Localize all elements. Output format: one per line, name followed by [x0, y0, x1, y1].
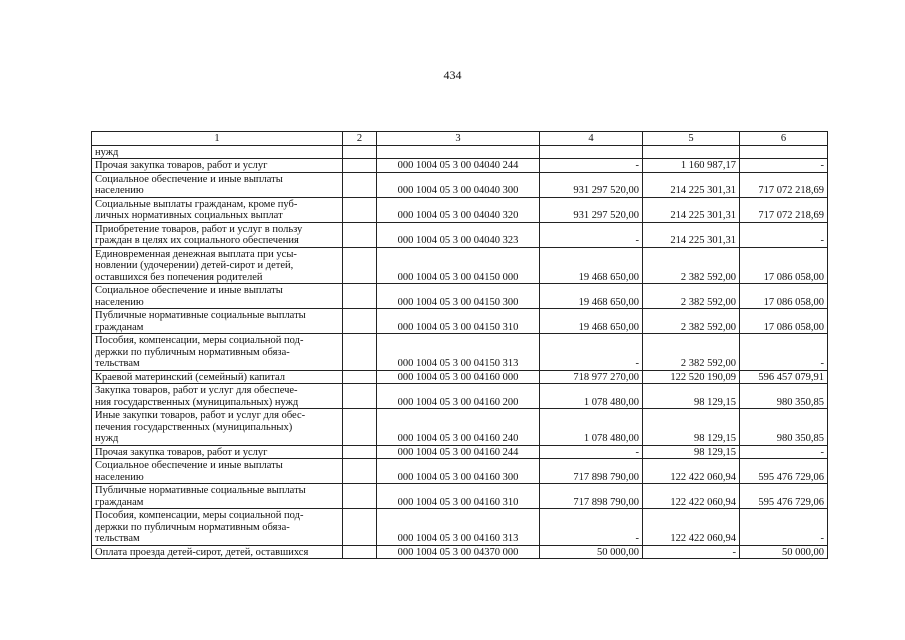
row-name-line: новлении (удочерении) детей-сирот и детей, [95, 260, 294, 271]
row-value-col5: 98 129,15 [643, 384, 740, 409]
row-name-line: Социальное обеспечение и иные выплаты [95, 285, 283, 296]
row-value-col4: 931 297 520,00 [540, 172, 643, 197]
table-row [92, 222, 828, 247]
row-value-col6: 717 072 218,69 [740, 197, 828, 222]
row-value-col4: - [540, 445, 643, 459]
row-value-col5: 122 422 060,94 [643, 484, 740, 509]
header-col-1: 1 [92, 132, 343, 146]
row-name-cell [92, 459, 343, 484]
row-value-col6: 17 086 058,00 [740, 247, 828, 284]
row-name-line: населению [95, 185, 144, 196]
row-name-line: граждан в целях их социального обеспечения [95, 235, 299, 246]
row-value-col4: 717 898 790,00 [540, 484, 643, 509]
row-value-col6: 717 072 218,69 [740, 172, 828, 197]
row-name-line: нужд [95, 433, 119, 444]
header-col-2: 2 [343, 132, 377, 146]
row-col2-cell [343, 145, 377, 159]
row-name-line: Оплата проезда детей-сирот, детей, оставшихся [95, 546, 309, 558]
header-col-3: 3 [377, 132, 540, 146]
row-name-cell [92, 409, 343, 446]
row-name-line: Публичные нормативные социальные выплаты [95, 310, 306, 321]
row-col2-cell [343, 545, 377, 559]
row-value-col5: 214 225 301,31 [643, 172, 740, 197]
row-value-col5: 2 382 592,00 [643, 309, 740, 334]
row-name-cell [92, 445, 343, 459]
table-row [92, 247, 828, 284]
row-value-col4: - [540, 334, 643, 371]
row-value-col6: 17 086 058,00 [740, 309, 828, 334]
row-code-cell: 000 1004 05 3 00 04150 000 [377, 247, 540, 284]
header-row [92, 132, 828, 146]
row-name-line: Социальные выплаты гражданам, кроме пуб- [95, 198, 298, 210]
row-name-line: гражданам [95, 496, 144, 508]
row-value-col6 [740, 145, 828, 159]
row-col2-cell [343, 484, 377, 509]
row-value-col4: 19 468 650,00 [540, 309, 643, 334]
row-code-cell [377, 145, 540, 159]
row-name-line: Пособия, компенсации, меры социальной под- [95, 335, 304, 346]
row-value-col5: - [643, 545, 740, 559]
table-row [92, 459, 828, 484]
row-value-col5: 2 382 592,00 [643, 284, 740, 309]
row-value-col4: 19 468 650,00 [540, 284, 643, 309]
row-value-col4: 1 078 480,00 [540, 384, 643, 409]
row-value-col4 [540, 145, 643, 159]
row-name-cell [92, 222, 343, 247]
table-row [92, 172, 828, 197]
row-value-col4: - [540, 222, 643, 247]
row-name-cell [92, 370, 343, 384]
row-col2-cell [343, 370, 377, 384]
row-value-col6: 980 350,85 [740, 384, 828, 409]
table-row [92, 334, 828, 371]
row-value-col5: 2 382 592,00 [643, 334, 740, 371]
row-value-col5: 98 129,15 [643, 409, 740, 446]
row-code-cell: 000 1004 05 3 00 04160 000 [377, 370, 540, 384]
header-col-4: 4 [540, 132, 643, 146]
row-name-line: Иные закупки товаров, работ и услуг для обес- [95, 410, 306, 421]
row-name-cell [92, 247, 343, 284]
row-value-col4: 717 898 790,00 [540, 459, 643, 484]
row-name-line: Прочая закупка товаров, работ и услуг [95, 446, 268, 458]
row-value-col5: 122 422 060,94 [643, 509, 740, 546]
row-value-col5: 2 382 592,00 [643, 247, 740, 284]
row-col2-cell [343, 409, 377, 446]
row-name-cell [92, 484, 343, 509]
row-value-col6: - [740, 334, 828, 371]
row-value-col4: 50 000,00 [540, 545, 643, 559]
row-name-line: Пособия, компенсации, меры социальной под- [95, 510, 304, 521]
row-name-line: держки по публичным нормативным обяза- [95, 521, 290, 533]
row-value-col4: 1 078 480,00 [540, 409, 643, 446]
row-name-line: Приобретение товаров, работ и услуг в пользу [95, 223, 303, 235]
row-value-col6: 595 476 729,06 [740, 459, 828, 484]
table-row [92, 445, 828, 459]
row-name-cell [92, 197, 343, 222]
row-name-cell [92, 159, 343, 173]
row-col2-cell [343, 384, 377, 409]
row-code-cell: 000 1004 05 3 00 04160 240 [377, 409, 540, 446]
table-row [92, 384, 828, 409]
row-value-col5: 122 422 060,94 [643, 459, 740, 484]
row-name-line: держки по публичным нормативным обяза- [95, 346, 290, 358]
header-col-5: 5 [643, 132, 740, 146]
row-code-cell: 000 1004 05 3 00 04150 310 [377, 309, 540, 334]
row-name-line: Социальное обеспечение и иные выплаты [95, 173, 283, 185]
row-col2-cell [343, 222, 377, 247]
table-row [92, 484, 828, 509]
row-value-col4: 19 468 650,00 [540, 247, 643, 284]
row-value-col5: 122 520 190,09 [643, 370, 740, 384]
row-name-line: гражданам [95, 321, 144, 333]
row-value-col4: - [540, 159, 643, 173]
row-col2-cell [343, 459, 377, 484]
page-number: 434 [443, 68, 462, 82]
row-name-line: Публичные нормативные социальные выплаты [95, 485, 306, 496]
row-col2-cell [343, 445, 377, 459]
row-code-cell: 000 1004 05 3 00 04160 200 [377, 384, 540, 409]
header-col-6: 6 [740, 132, 828, 146]
row-value-col6: 980 350,85 [740, 409, 828, 446]
row-name-cell [92, 384, 343, 409]
row-col2-cell [343, 197, 377, 222]
row-name-line: тельствам [95, 533, 140, 544]
row-name-line: Прочая закупка товаров, работ и услуг [95, 160, 268, 171]
row-code-cell: 000 1004 05 3 00 04040 244 [377, 159, 540, 173]
row-col2-cell [343, 309, 377, 334]
row-value-col6: - [740, 159, 828, 173]
row-name-cell [92, 145, 343, 159]
row-name-line: Единовременная денежная выплата при усы- [95, 248, 297, 260]
row-col2-cell [343, 247, 377, 284]
row-name-cell [92, 172, 343, 197]
row-name-line: нужд [95, 146, 119, 158]
row-name-cell [92, 545, 343, 559]
row-value-col4: 931 297 520,00 [540, 197, 643, 222]
row-value-col6: 596 457 079,91 [740, 370, 828, 384]
row-code-cell: 000 1004 05 3 00 04040 323 [377, 222, 540, 247]
row-value-col5 [643, 145, 740, 159]
row-name-line: Закупка товаров, работ и услуг для обеспече- [95, 385, 298, 396]
row-value-col6: 595 476 729,06 [740, 484, 828, 509]
table-row [92, 309, 828, 334]
row-col2-cell [343, 159, 377, 173]
table-row [92, 197, 828, 222]
row-code-cell: 000 1004 05 3 00 04160 310 [377, 484, 540, 509]
row-value-col6: 50 000,00 [740, 545, 828, 559]
row-code-cell: 000 1004 05 3 00 04150 313 [377, 334, 540, 371]
table-row [92, 284, 828, 309]
row-name-line: населению [95, 471, 144, 483]
row-name-line: Краевой материнский (семейный) капитал [95, 371, 285, 383]
row-name-line: личных нормативных социальных выплат [95, 210, 283, 221]
row-code-cell: 000 1004 05 3 00 04160 300 [377, 459, 540, 484]
row-value-col6: - [740, 509, 828, 546]
row-col2-cell [343, 172, 377, 197]
table-row [92, 145, 828, 159]
row-value-col5: 1 160 987,17 [643, 159, 740, 173]
row-name-cell [92, 334, 343, 371]
row-name-line: печения государственных (муниципальных) [95, 421, 293, 433]
row-name-line: Социальное обеспечение и иные выплаты [95, 460, 283, 471]
row-name-line: оставшихся без попечения родителей [95, 271, 263, 283]
row-value-col6: 17 086 058,00 [740, 284, 828, 309]
row-value-col5: 214 225 301,31 [643, 222, 740, 247]
row-code-cell: 000 1004 05 3 00 04160 244 [377, 445, 540, 459]
row-value-col4: - [540, 509, 643, 546]
row-value-col6: - [740, 222, 828, 247]
table-row [92, 409, 828, 446]
row-name-line: ния государственных (муниципальных) нужд [95, 396, 299, 408]
row-code-cell: 000 1004 05 3 00 04160 313 [377, 509, 540, 546]
table-row [92, 545, 828, 559]
budget-table [91, 131, 828, 559]
row-col2-cell [343, 284, 377, 309]
row-value-col4: 718 977 270,00 [540, 370, 643, 384]
row-code-cell: 000 1004 05 3 00 04370 000 [377, 545, 540, 559]
row-value-col5: 214 225 301,31 [643, 197, 740, 222]
row-value-col6: - [740, 445, 828, 459]
row-code-cell: 000 1004 05 3 00 04040 300 [377, 172, 540, 197]
table-row [92, 509, 828, 546]
row-value-col5: 98 129,15 [643, 445, 740, 459]
row-name-cell [92, 284, 343, 309]
table-row [92, 159, 828, 173]
table-body [92, 132, 828, 559]
row-name-line: населению [95, 296, 144, 308]
row-name-cell [92, 509, 343, 546]
row-col2-cell [343, 334, 377, 371]
row-code-cell: 000 1004 05 3 00 04150 300 [377, 284, 540, 309]
row-code-cell: 000 1004 05 3 00 04040 320 [377, 197, 540, 222]
row-name-cell [92, 309, 343, 334]
table-row [92, 370, 828, 384]
row-name-line: тельствам [95, 358, 140, 369]
row-col2-cell [343, 509, 377, 546]
